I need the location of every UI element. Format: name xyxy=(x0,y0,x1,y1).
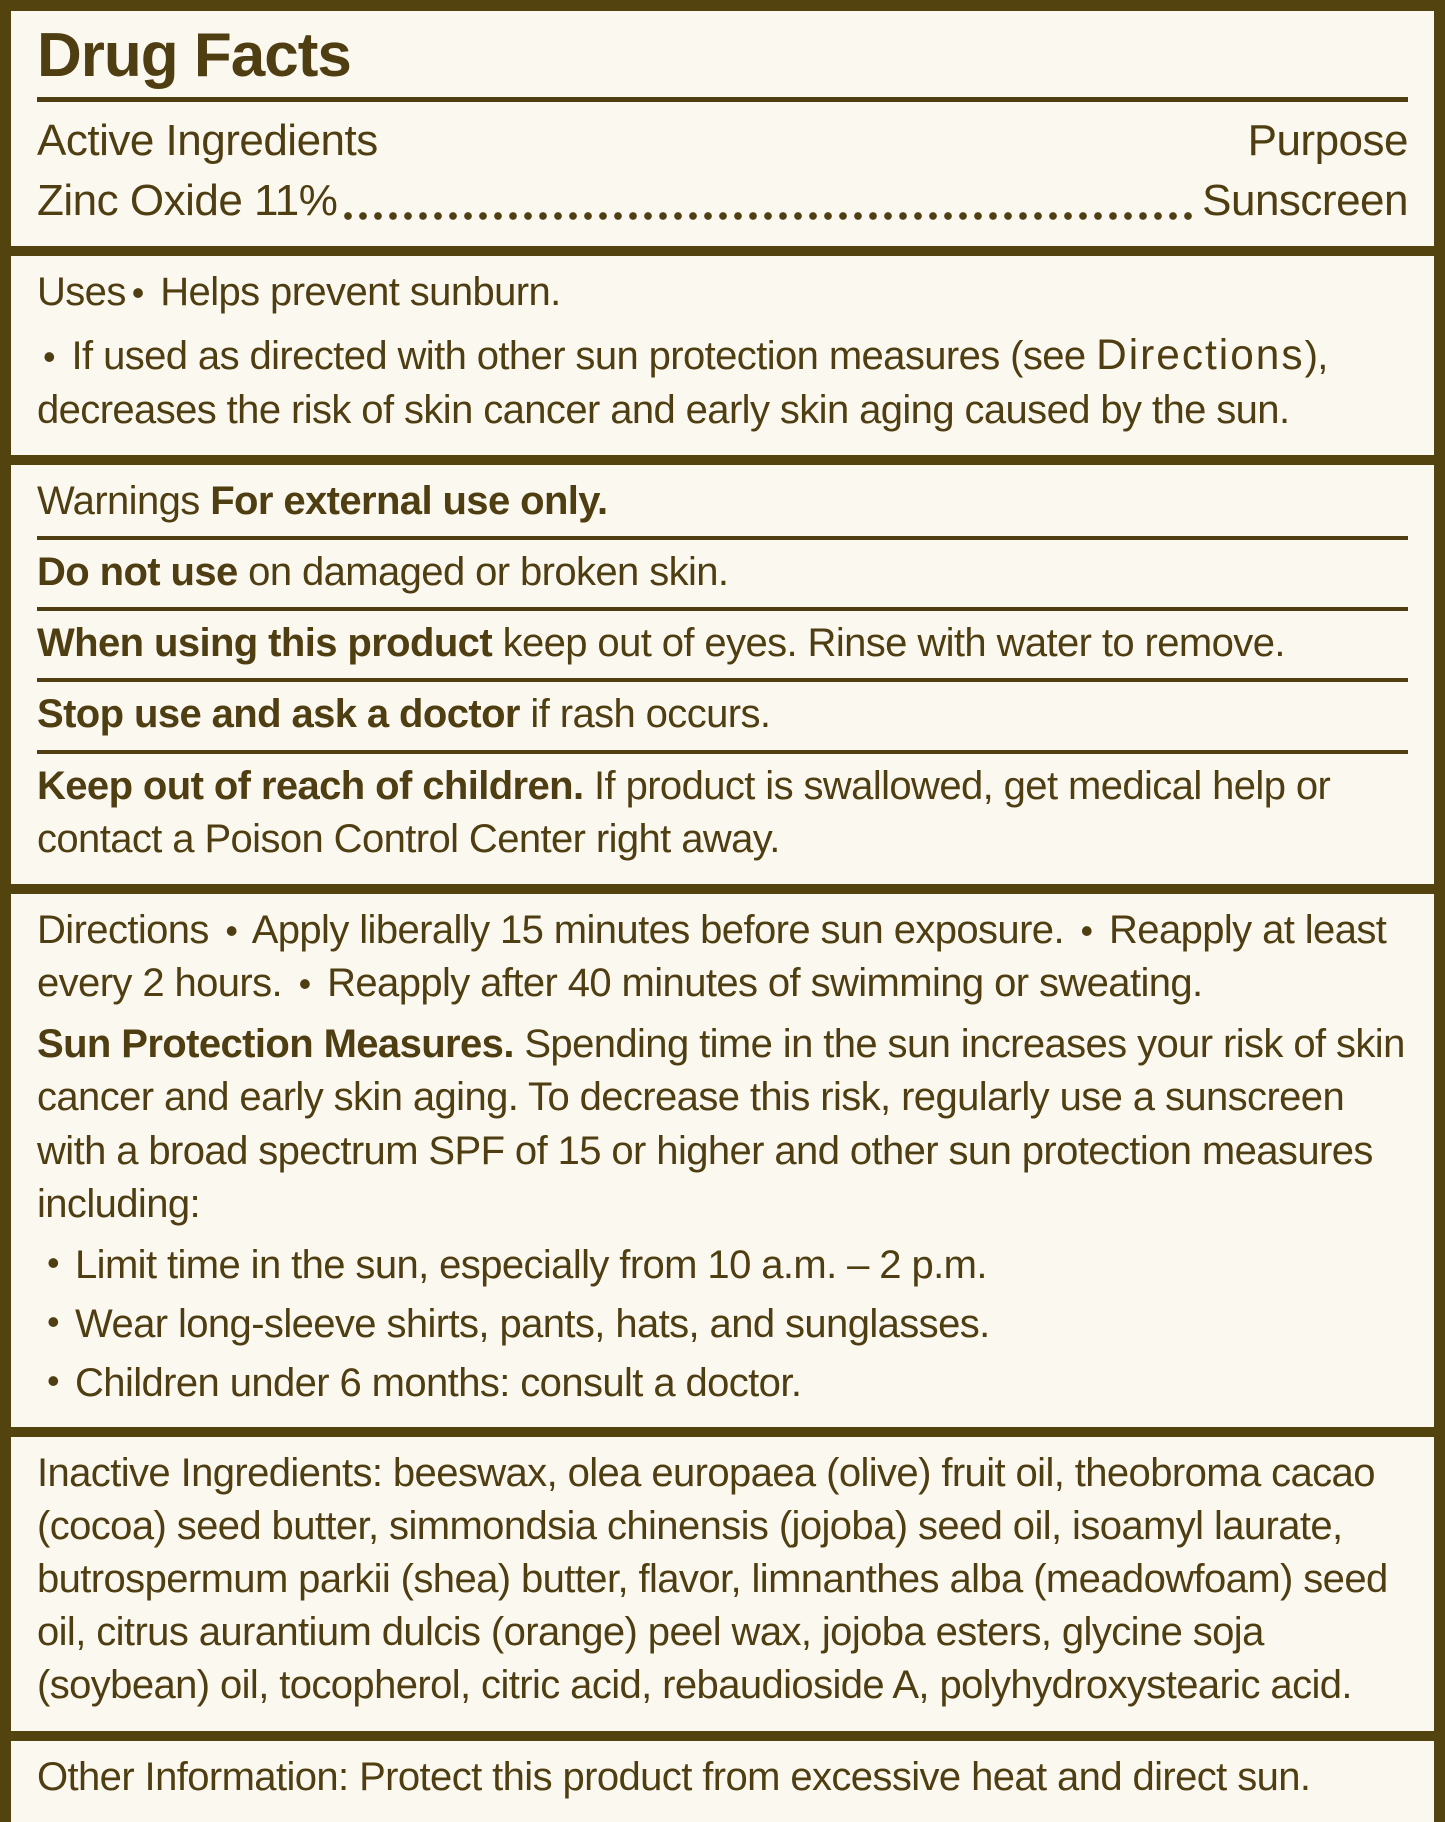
directions-item-1: Apply liberally 15 minutes before sun exposure. xyxy=(251,907,1064,952)
title-rule xyxy=(37,97,1408,102)
directions-item-2: Reapply at least every 2 hours. xyxy=(37,907,1387,1006)
sun-protection-text: Spending time in the sun increases your risk of skin cancer and early skin aging. To decrease this risk, regularly use a sunscreen with a broad spectrum SPF of 15 or higher and other sun protection measures including: xyxy=(37,1022,1405,1226)
purpose-value: Sunscreen xyxy=(1202,176,1408,225)
uses-heading: Uses xyxy=(37,270,126,314)
uses-item-1: Helps prevent sunburn. xyxy=(160,270,561,314)
when-using-row xyxy=(37,617,1408,670)
list-item-text: Children under 6 months: consult a doctor. xyxy=(75,1361,802,1406)
bullet-icon: • xyxy=(298,963,311,1005)
sun-protection-lead: Sun Protection Measures. xyxy=(37,1022,514,1067)
other-information-label: Other Information: xyxy=(37,1754,349,1799)
directions-heading: Directions xyxy=(37,907,209,952)
active-ingredient-row xyxy=(37,170,1408,236)
header-section xyxy=(11,11,1434,246)
bullet-icon: • xyxy=(47,1360,60,1402)
warnings-divider xyxy=(37,750,1408,754)
directions-cross-reference: Directions xyxy=(1096,331,1305,379)
purpose-label: Purpose xyxy=(1247,116,1408,165)
list-item xyxy=(37,1357,1408,1410)
stop-use-row xyxy=(37,688,1408,741)
uses-item-2-pre: If used as directed with other sun protection measures (see xyxy=(71,334,1097,379)
active-ingredients-header-row xyxy=(37,110,1408,170)
inactive-ingredients-label: Inactive Ingredients: xyxy=(37,1450,383,1495)
warnings-divider xyxy=(37,678,1408,682)
do-not-use-text: on damaged or broken skin. xyxy=(237,549,729,594)
list-item-text: Wear long-sleeve shirts, pants, hats, and sunglasses. xyxy=(75,1302,990,1347)
uses-line-2 xyxy=(37,327,1408,437)
external-use-statement: For external use only. xyxy=(210,478,608,523)
warnings-divider xyxy=(37,607,1408,611)
do-not-use-row xyxy=(37,546,1408,599)
do-not-use-lead: Do not use xyxy=(37,549,238,594)
bullet-icon: • xyxy=(131,272,144,313)
uses-item-2-post: ), decreases the risk of skin cancer and early skin aging caused by the sun. xyxy=(37,334,1328,432)
keep-out-row xyxy=(37,760,1408,866)
bullet-icon: • xyxy=(47,1301,60,1343)
inactive-ingredients-text: beeswax, olea europaea (olive) fruit oil, theobroma cacao (cocoa) seed butter, simmondsia chinensis (jojoba) seed oil, isoamyl laurate, butrospermum parkii (shea) butter, flavor, limnanthes alba (meadowfoam) seed oil, citrus aurantium dulcis (orange) peel wax, jojoba esters, glycine soja (soybean) oil, tocopherol, citric acid, rebaudioside A, polyhydroxystearic acid. xyxy=(37,1450,1388,1708)
bullet-icon: • xyxy=(1080,909,1093,951)
other-information-text: Protect this product from excessive heat and direct sun. xyxy=(348,1754,1311,1799)
warnings-section xyxy=(11,465,1434,884)
other-information-section xyxy=(11,1741,1434,1822)
active-ingredient-name: Zinc Oxide 11% xyxy=(37,176,338,225)
active-ingredients-label: Active Ingredients xyxy=(37,116,378,165)
bullet-icon: • xyxy=(47,1242,60,1284)
page-title: Drug Facts xyxy=(37,21,351,90)
bullet-icon: • xyxy=(43,336,56,378)
other-information-paragraph xyxy=(37,1751,1408,1804)
inactive-ingredients-section xyxy=(11,1437,1434,1731)
sun-protection-paragraph xyxy=(37,1018,1408,1231)
list-item xyxy=(37,1239,1408,1292)
warnings-divider xyxy=(37,536,1408,540)
uses-section xyxy=(11,256,1434,455)
list-item xyxy=(37,1298,1408,1351)
warnings-heading: Warnings xyxy=(37,478,200,523)
directions-section xyxy=(11,894,1434,1427)
keep-out-text: If product is swallowed, get medical help or contact a Poison Control Center right away. xyxy=(37,763,1331,861)
stop-use-lead: Stop use and ask a doctor xyxy=(37,692,520,737)
bullet-icon: • xyxy=(225,909,238,951)
inactive-ingredients-paragraph xyxy=(37,1447,1408,1713)
directions-item-3: Reapply after 40 minutes of swimming or sweating. xyxy=(327,961,1203,1006)
when-using-lead: When using this product xyxy=(37,621,493,666)
stop-use-text: if rash occurs. xyxy=(519,692,771,737)
warnings-heading-row xyxy=(37,475,1408,528)
when-using-text: keep out of eyes. Rinse with water to remove. xyxy=(492,621,1285,666)
directions-paragraph xyxy=(37,904,1408,1010)
uses-line-1 xyxy=(37,266,1408,319)
list-item-text: Limit time in the sun, especially from 10 a.m. – 2 p.m. xyxy=(75,1243,987,1288)
keep-out-lead: Keep out of reach of children. xyxy=(37,763,584,808)
leader-dots xyxy=(343,210,1196,222)
